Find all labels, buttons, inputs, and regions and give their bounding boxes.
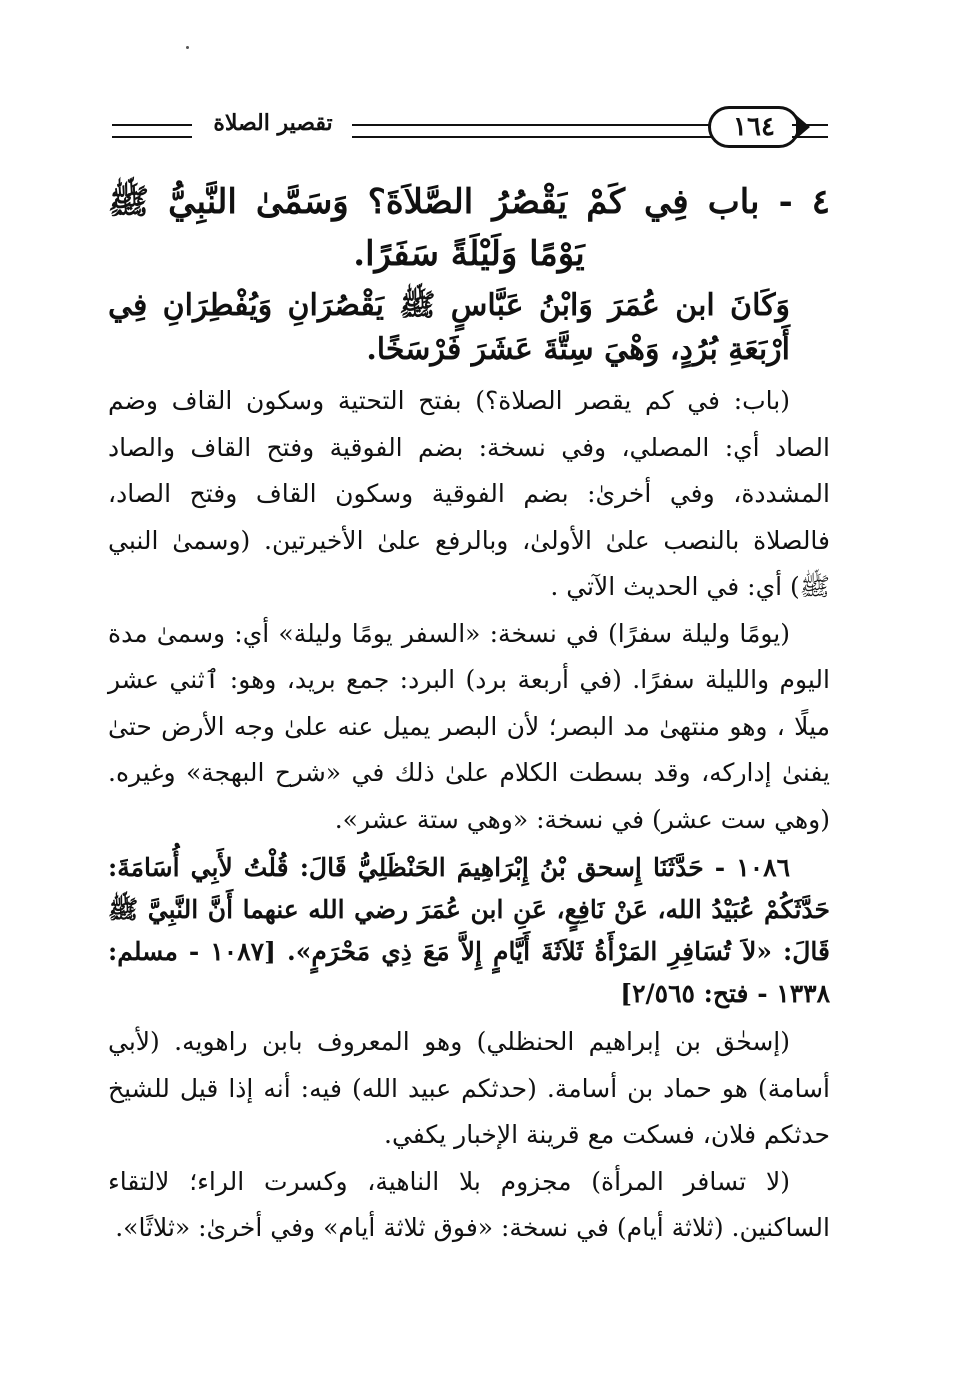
commentary-paragraph-4: (لا تسافر المرأة) مجزوم بلا الناهية، وكسرت الراء؛ لالتقاء الساكنين. (ثلاثة أيام) في نسخة: «فوق ثلاثة أيام» وفي أخرىٰ: «ثلاثًا».: [108, 1166, 830, 1242]
chapter-heading: ٤ - باب فِي كَمْ يَقْصُرُ الصَّلاَةَ؟ وَسَمَّىٰ النَّبِيُّ ﷺ يَوْمًا وَلَيْلَةً سَفَرًا.: [108, 182, 830, 274]
page-body: [108, 176, 830, 1252]
athar-text: وَكَانَ ابن عُمَرَ وَابْنُ عَبَّاسٍ ﷺ يَقْصُرَانِ وَيُفْطِرَانِ فِي أَرْبَعَةِ بُرُدٍ، وَهْيَ سِتَّةَ عَشَرَ فَرْسَخًا.: [108, 288, 790, 367]
commentary-paragraph-2: (يومًا وليلة سفرًا) في نسخة: «السفر يومًا وليلة» أي: وسمىٰ مدة اليوم والليلة سفرًا. (في أربعة برد) البرد: جمع بريد، وهو: ٱثني عشر ميلًا ، وهو منتهىٰ مد البصر؛ لأن البصر يميل عنه علىٰ وجه الأرض حتىٰ يفنىٰ إداركه، وقد بسطت الكلام علىٰ ذلك في «شرح البهجة» وغيره. (وهي ست عشر) في نسخة: «وهي ستة عشر».: [108, 618, 830, 834]
commentary-paragraph-1: (باب: في كم يقصر الصلاة؟) بفتح التحتية وسكون القاف وضم الصاد أي: المصلي، وفي نسخة: بضم الفوقية وفتح القاف والصاد المشددة، وفي أخرىٰ: بضم الفوقية وسكون القاف وفتح الصاد، فالصلاة بالنصب علىٰ الأولىٰ، وبالرفع علىٰ الأخيرتين. (وسمىٰ النبي ﷺ) أي: في الحديث الآتي .: [108, 386, 830, 601]
page-header: [112, 104, 828, 154]
page-number: ١٦٤: [708, 106, 800, 148]
hadith-1086: ١٠٨٦ - حَدَّثَنَا إِسحق بْنُ إِبْرَاهِيمَ الحَنْظَلِيُّ قَالَ: قُلْتُ لأَبِي أُسَامَةَ: حَدَّثَكُمْ عُبَيْدُ الله، عَنْ نَافِعٍ، عَنِ ابن عُمَرَ رضي الله عنهما أَنَّ النَّبِيَّ ﷺ قَالَ: «لاَ تُسَافِرِ المَرْأَةُ ثَلاَثَةَ أَيَّامٍ إِلاَّ مَعَ ذِي مَحْرَمٍ». [١٠٨٧ - مسلم: ١٣٣٨ - فتح: ٢/٥٦٥]: [108, 853, 830, 1008]
running-title: تقصير الصلاة: [213, 110, 333, 136]
scan-speck: [186, 46, 189, 49]
commentary-paragraph-3: (إسحٰق بن إبراهيم الحنظلي) وهو المعروف بابن راهويه. (لأبي أسامة) هو حماد بن أسامة. (حدثكم عبيد الله) فيه: أنه إذا قيل للشيخ حدثكم فلان، فسكت مع قرينة الإخبار يكفي.: [108, 1027, 830, 1149]
header-rule-right: [792, 124, 828, 138]
header-rule-middle: [352, 124, 712, 138]
header-rule-left: [112, 124, 192, 138]
